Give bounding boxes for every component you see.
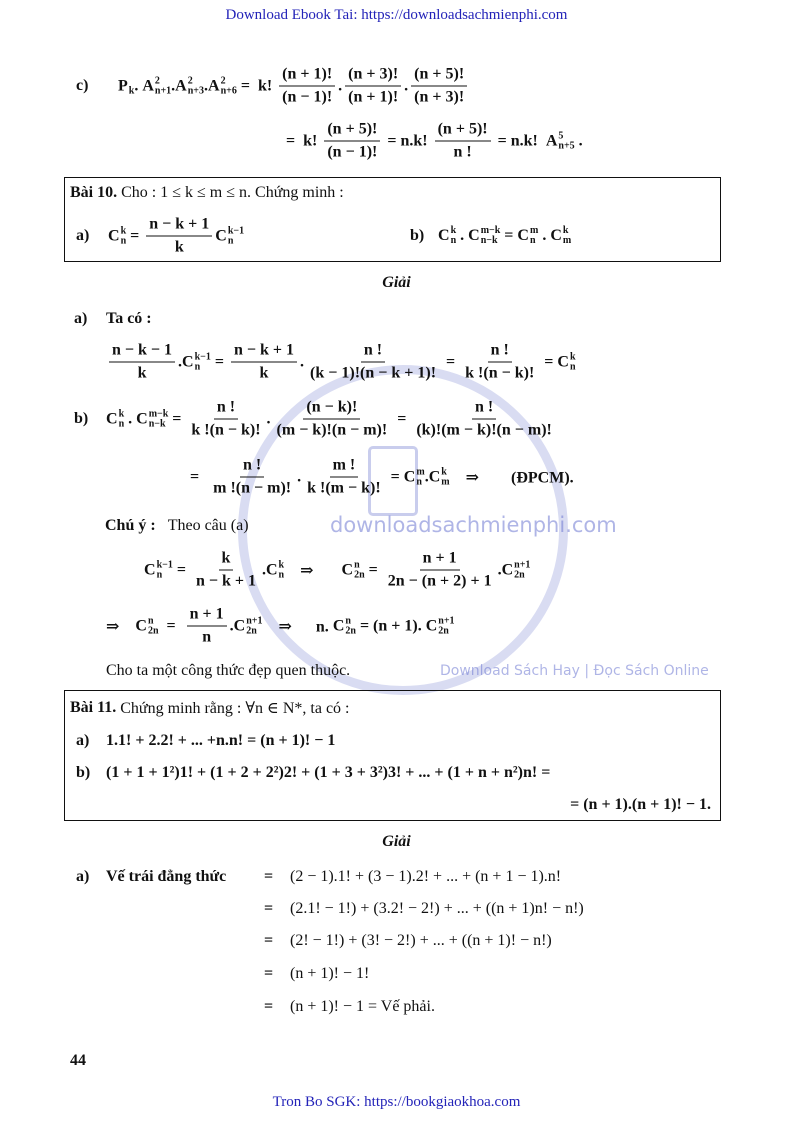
denominator: (k)!(m − k)!(n − m)! bbox=[416, 421, 552, 439]
superscript: m−k bbox=[480, 225, 501, 236]
symbol-base: C bbox=[215, 227, 227, 244]
numerator: (n + 5)! bbox=[411, 66, 467, 87]
subscript: m bbox=[441, 476, 450, 487]
superscript: m bbox=[416, 466, 425, 477]
page-number: 44 bbox=[70, 1052, 86, 1069]
sol10-b-equation-2 bbox=[190, 457, 574, 498]
scripts bbox=[438, 616, 454, 636]
symbol-base: C bbox=[428, 468, 441, 485]
subscript: n bbox=[569, 361, 576, 372]
sol11-a-label: a) bbox=[76, 868, 90, 885]
subscript: m bbox=[562, 235, 572, 246]
superscript: k bbox=[441, 466, 447, 477]
math-text: ⇒ bbox=[284, 562, 342, 579]
subscript: 2n bbox=[514, 569, 525, 580]
numerator: n + 1 bbox=[420, 550, 460, 571]
math-text: = k! bbox=[236, 77, 277, 94]
math-text: = bbox=[126, 227, 144, 244]
subscript: n bbox=[416, 476, 422, 487]
math-text: = bbox=[190, 468, 208, 485]
fraction bbox=[413, 399, 555, 440]
symbol-base: C bbox=[468, 227, 480, 244]
math-symbol bbox=[438, 226, 456, 246]
symbol-base: A bbox=[175, 77, 187, 94]
sol11-line: (2.1! − 1!) + (3.2! − 2!) + ... + ((n + 1)n! − n!) bbox=[290, 900, 584, 917]
note-label: Chú ý : bbox=[105, 517, 156, 534]
sol11-line: (2! − 1!) + (3! − 2!) + ... + ((n + 1)! − n!) bbox=[290, 932, 552, 949]
subscript: n bbox=[450, 235, 457, 246]
subscript: n+3 bbox=[187, 85, 204, 96]
math-symbol bbox=[106, 409, 124, 429]
part-c-line1 bbox=[118, 66, 470, 107]
fraction bbox=[188, 399, 263, 440]
symbol-base: C bbox=[332, 617, 345, 634]
math-text: = (n + 1). bbox=[355, 617, 426, 634]
scripts bbox=[416, 467, 424, 487]
denominator: (n − 1)! bbox=[282, 88, 333, 106]
scripts bbox=[514, 560, 530, 580]
note-text: Theo câu (a) bbox=[167, 517, 249, 534]
superscript: n+1 bbox=[514, 559, 531, 570]
fraction bbox=[146, 216, 212, 257]
superscript: 2 bbox=[220, 75, 226, 86]
subscript: n bbox=[194, 361, 201, 372]
math-symbol bbox=[182, 352, 211, 372]
denominator: m !(n − m)! bbox=[213, 479, 292, 497]
denominator: 2n − (n + 2) + 1 bbox=[387, 572, 492, 590]
symbol-base: C bbox=[501, 561, 514, 578]
subscript: 2n bbox=[345, 625, 356, 636]
exercise-11-b-line1: (1 + 1 + 1²)1! + (1 + 2 + 2²)2! + (1 + 3 + 3²)3! + ... + (1 + n + n²)n! = bbox=[106, 764, 551, 781]
exercise-11-a-label: a) bbox=[76, 732, 90, 749]
fraction bbox=[324, 121, 380, 162]
fraction bbox=[411, 66, 467, 107]
exercise-11-b-line2: = (n + 1).(n + 1)! − 1. bbox=[570, 796, 711, 813]
math-text: ⇒ bbox=[106, 618, 136, 635]
exercise-11-title: Bài 11. bbox=[70, 699, 117, 716]
denominator: k !(n − k)! bbox=[465, 364, 535, 382]
math-text: = n.k! bbox=[493, 132, 546, 149]
numerator: m ! bbox=[330, 457, 359, 478]
numerator: n ! bbox=[472, 399, 496, 420]
math-symbol bbox=[108, 226, 126, 246]
math-text: ⇒ n. bbox=[262, 618, 333, 635]
superscript: k bbox=[118, 408, 125, 419]
denominator: (n + 3)! bbox=[414, 88, 465, 106]
denominator: n ! bbox=[453, 143, 472, 161]
math-text: . bbox=[404, 77, 409, 94]
denominator: k !(n − k)! bbox=[191, 421, 261, 439]
math-text: = bbox=[386, 468, 404, 485]
exercise-10-a bbox=[108, 216, 244, 257]
symbol-base: C bbox=[403, 468, 416, 485]
numerator: n − k + 1 bbox=[231, 342, 297, 363]
scripts bbox=[570, 352, 576, 372]
denominator: k bbox=[259, 364, 269, 382]
scripts bbox=[530, 226, 538, 246]
denominator: k bbox=[174, 238, 184, 256]
fraction bbox=[304, 457, 384, 498]
math-symbol bbox=[144, 560, 173, 580]
subscript: n bbox=[120, 235, 127, 246]
subscript: 2n bbox=[354, 569, 365, 580]
numerator: n − k − 1 bbox=[109, 342, 175, 363]
subscript: n−k bbox=[148, 418, 166, 429]
scripts bbox=[149, 409, 169, 429]
numerator: (n + 1)! bbox=[279, 66, 335, 87]
scripts bbox=[354, 560, 365, 580]
symbol-base: C bbox=[517, 227, 529, 244]
math-symbol bbox=[468, 226, 500, 246]
fraction bbox=[231, 342, 297, 383]
subscript: k bbox=[128, 85, 135, 96]
superscript: n bbox=[345, 615, 351, 626]
sol11-lhs-label: Vế trái đẳng thức bbox=[106, 868, 227, 885]
denominator: (k − 1)!(n − k + 1)! bbox=[310, 364, 437, 382]
math-symbol bbox=[404, 467, 425, 487]
math-text: . bbox=[229, 617, 234, 634]
symbol-base: C bbox=[265, 561, 278, 578]
sol10-note bbox=[105, 517, 249, 535]
superscript: k−1 bbox=[194, 351, 211, 362]
exercise-10-b-label: b) bbox=[410, 227, 425, 244]
superscript: k bbox=[120, 225, 127, 236]
fraction bbox=[345, 66, 401, 107]
symbol-base: C bbox=[341, 561, 354, 578]
math-symbol bbox=[234, 616, 263, 636]
numerator: n − k + 1 bbox=[146, 216, 212, 237]
superscript: k−1 bbox=[156, 559, 173, 570]
symbol-base: C bbox=[136, 410, 148, 427]
numerator: n + 1 bbox=[187, 606, 227, 627]
math-symbol bbox=[175, 76, 204, 96]
math-text: . bbox=[124, 410, 137, 427]
subscript: n bbox=[529, 235, 536, 246]
subscript: n bbox=[227, 235, 234, 246]
subscript: n bbox=[118, 418, 125, 429]
sol11-line: (n + 1)! − 1! bbox=[290, 965, 370, 982]
symbol-base: C bbox=[233, 617, 246, 634]
symbol-base: C bbox=[557, 353, 569, 370]
numerator: (n + 5)! bbox=[324, 121, 380, 142]
math-symbol bbox=[426, 616, 455, 636]
fraction bbox=[279, 66, 335, 107]
math-text: = bbox=[210, 353, 228, 370]
math-symbol bbox=[135, 616, 158, 636]
math-text: . bbox=[178, 353, 183, 370]
math-symbol bbox=[517, 226, 538, 246]
math-text: . bbox=[297, 468, 302, 485]
numerator: n ! bbox=[214, 399, 238, 420]
sol11-line: (n + 1)! − 1 = Vế phải. bbox=[290, 998, 435, 1015]
superscript: k bbox=[278, 559, 285, 570]
superscript: m bbox=[529, 225, 539, 236]
scripts bbox=[563, 226, 571, 246]
math-symbol bbox=[546, 131, 575, 151]
math-text: . bbox=[338, 77, 343, 94]
symbol-base: C bbox=[425, 617, 438, 634]
symbol-base: A bbox=[545, 132, 558, 149]
symbol-base: A bbox=[142, 77, 154, 94]
math-symbol bbox=[136, 409, 168, 429]
superscript: k−1 bbox=[227, 225, 245, 236]
denominator: (m − k)!(n − m)! bbox=[276, 421, 388, 439]
watermark-slogan: Download Sách Hay | Đọc Sách Online bbox=[440, 663, 709, 679]
superscript: n bbox=[147, 615, 154, 626]
sol10-note-equation-2 bbox=[106, 606, 455, 647]
fraction bbox=[462, 342, 537, 383]
equals-sign: = bbox=[264, 868, 274, 885]
symbol-base: C bbox=[438, 227, 450, 244]
superscript: 2 bbox=[187, 75, 193, 86]
subscript: n+5 bbox=[558, 140, 575, 151]
superscript: n+1 bbox=[438, 615, 455, 626]
sol10-conclusion: Cho ta một công thức đẹp quen thuộc. bbox=[106, 662, 351, 679]
header-download-link[interactable]: Download Ebook Tai: https://downloadsachmienphi.com bbox=[225, 7, 568, 23]
exercise-10-b bbox=[438, 226, 571, 246]
symbol-base: P bbox=[118, 77, 128, 94]
exercise-10-a-label: a) bbox=[76, 227, 90, 244]
scripts bbox=[558, 131, 574, 151]
denominator: k bbox=[137, 364, 147, 382]
equals-sign: = bbox=[264, 998, 274, 1015]
superscript: k bbox=[569, 351, 576, 362]
exercise-11-heading bbox=[70, 698, 350, 718]
fraction bbox=[187, 606, 227, 647]
sol10-b-label: b) bbox=[74, 410, 89, 427]
math-text: . bbox=[574, 132, 583, 149]
equals-sign: = bbox=[264, 900, 274, 917]
scripts bbox=[221, 76, 237, 96]
superscript: m−k bbox=[148, 408, 169, 419]
symbol-base: C bbox=[106, 410, 118, 427]
scripts bbox=[481, 226, 501, 246]
math-text: . bbox=[300, 353, 305, 370]
symbol-base: C bbox=[182, 353, 194, 370]
fraction bbox=[274, 399, 391, 440]
symbol-base: C bbox=[108, 227, 120, 244]
fraction bbox=[435, 121, 491, 162]
sol10-a-label: a) bbox=[74, 310, 88, 327]
math-text: = bbox=[364, 561, 382, 578]
math-text: . bbox=[204, 77, 208, 94]
exercise-10-heading bbox=[70, 184, 344, 202]
math-text: = bbox=[540, 353, 558, 370]
math-text: . bbox=[266, 410, 271, 427]
footer-link[interactable]: Tron Bo SGK: https://bookgiaokhoa.com bbox=[272, 1094, 521, 1110]
math-symbol bbox=[208, 76, 237, 96]
sol10-a-equation bbox=[106, 342, 576, 383]
math-text: = bbox=[158, 617, 184, 634]
sol11-line: (2 − 1).1! + (3 − 1).2! + ... + (n + 1 − 1).n! bbox=[290, 868, 562, 885]
math-text: . bbox=[424, 468, 429, 485]
subscript: 2n bbox=[147, 625, 159, 636]
sol10-note-equation-1 bbox=[144, 550, 530, 591]
scripts bbox=[148, 616, 159, 636]
symbol-base: C bbox=[144, 561, 156, 578]
numerator: (n + 3)! bbox=[345, 66, 401, 87]
math-symbol bbox=[429, 467, 450, 487]
math-text: . bbox=[261, 561, 266, 578]
scripts bbox=[188, 76, 204, 96]
fraction bbox=[210, 457, 294, 498]
math-text: = n.k! bbox=[383, 132, 432, 149]
math-symbol bbox=[502, 560, 531, 580]
math-text: = bbox=[168, 410, 186, 427]
superscript: 2 bbox=[154, 75, 160, 86]
scripts bbox=[345, 616, 356, 636]
exercise-10-title: Bài 10. bbox=[70, 184, 118, 201]
fraction bbox=[193, 550, 259, 591]
subscript: 2n bbox=[438, 625, 449, 636]
numerator: (n − k)! bbox=[303, 399, 360, 420]
sol10-b-equation-1 bbox=[106, 399, 558, 440]
subscript: 2n bbox=[246, 625, 257, 636]
symbol-base: C bbox=[550, 227, 562, 244]
math-text: . bbox=[538, 227, 551, 244]
math-text: = bbox=[442, 353, 460, 370]
superscript: k bbox=[562, 225, 569, 236]
math-text: . bbox=[497, 561, 502, 578]
scripts bbox=[228, 226, 244, 246]
math-symbol bbox=[557, 352, 575, 372]
math-symbol bbox=[142, 76, 171, 96]
math-text: . bbox=[171, 77, 176, 94]
math-text: . bbox=[134, 77, 143, 94]
math-text: . bbox=[456, 227, 469, 244]
scripts bbox=[246, 616, 262, 636]
exercise-11-statement: Chứng minh rằng : ∀n ∈ N*, ta có : bbox=[120, 700, 350, 717]
fraction bbox=[385, 550, 495, 591]
numerator: n ! bbox=[240, 457, 264, 478]
subscript: n bbox=[156, 569, 163, 580]
superscript: k bbox=[450, 225, 457, 236]
scripts bbox=[441, 467, 449, 487]
superscript: n+1 bbox=[246, 615, 263, 626]
part-c-label: c) bbox=[76, 77, 89, 94]
part-c-line2 bbox=[286, 121, 583, 162]
math-text: = bbox=[500, 227, 518, 244]
denominator: k !(m − k)! bbox=[307, 479, 381, 497]
superscript: 5 bbox=[558, 130, 564, 141]
subscript: n+6 bbox=[220, 85, 237, 96]
math-text: = k! bbox=[286, 132, 322, 149]
math-text: = bbox=[393, 410, 411, 427]
math-symbol bbox=[550, 226, 571, 246]
math-symbol bbox=[342, 560, 365, 580]
exercise-10-statement: Cho : 1 ≤ k ≤ m ≤ n. Chứng minh : bbox=[121, 184, 344, 201]
denominator: n − k + 1 bbox=[195, 572, 256, 590]
numerator: n ! bbox=[488, 342, 512, 363]
sol10-a-intro: Ta có : bbox=[106, 310, 152, 327]
denominator: (n − 1)! bbox=[327, 143, 378, 161]
denominator: (n + 1)! bbox=[348, 88, 399, 106]
solution-heading-1: Giải bbox=[382, 274, 411, 291]
math-symbol bbox=[266, 560, 284, 580]
scripts bbox=[157, 560, 173, 580]
equals-sign: = bbox=[264, 932, 274, 949]
scripts bbox=[195, 352, 211, 372]
subscript: n+1 bbox=[154, 85, 172, 96]
numerator: k bbox=[219, 550, 234, 571]
math-text: ⇒ (ĐPCM). bbox=[449, 469, 574, 486]
equals-sign: = bbox=[264, 965, 274, 982]
scripts bbox=[155, 76, 171, 96]
subscript: n bbox=[278, 569, 285, 580]
numerator: (n + 5)! bbox=[435, 121, 491, 142]
subscript: n−k bbox=[480, 235, 498, 246]
symbol-base: A bbox=[208, 77, 220, 94]
numerator: n ! bbox=[361, 342, 385, 363]
watermark-site: downloadsachmienphi.com bbox=[330, 513, 617, 537]
math-symbol bbox=[215, 226, 244, 246]
exercise-11-a: 1.1! + 2.2! + ... +n.n! = (n + 1)! − 1 bbox=[106, 732, 336, 749]
denominator: n bbox=[202, 628, 212, 646]
math-symbol bbox=[333, 616, 356, 636]
math-text: = bbox=[172, 561, 190, 578]
math-symbol bbox=[118, 76, 134, 96]
symbol-base: C bbox=[135, 617, 147, 634]
fraction bbox=[307, 342, 439, 383]
superscript: n bbox=[354, 559, 360, 570]
exercise-11-b-label: b) bbox=[76, 764, 91, 781]
fraction bbox=[109, 342, 175, 383]
solution-heading-2: Giải bbox=[382, 833, 411, 850]
